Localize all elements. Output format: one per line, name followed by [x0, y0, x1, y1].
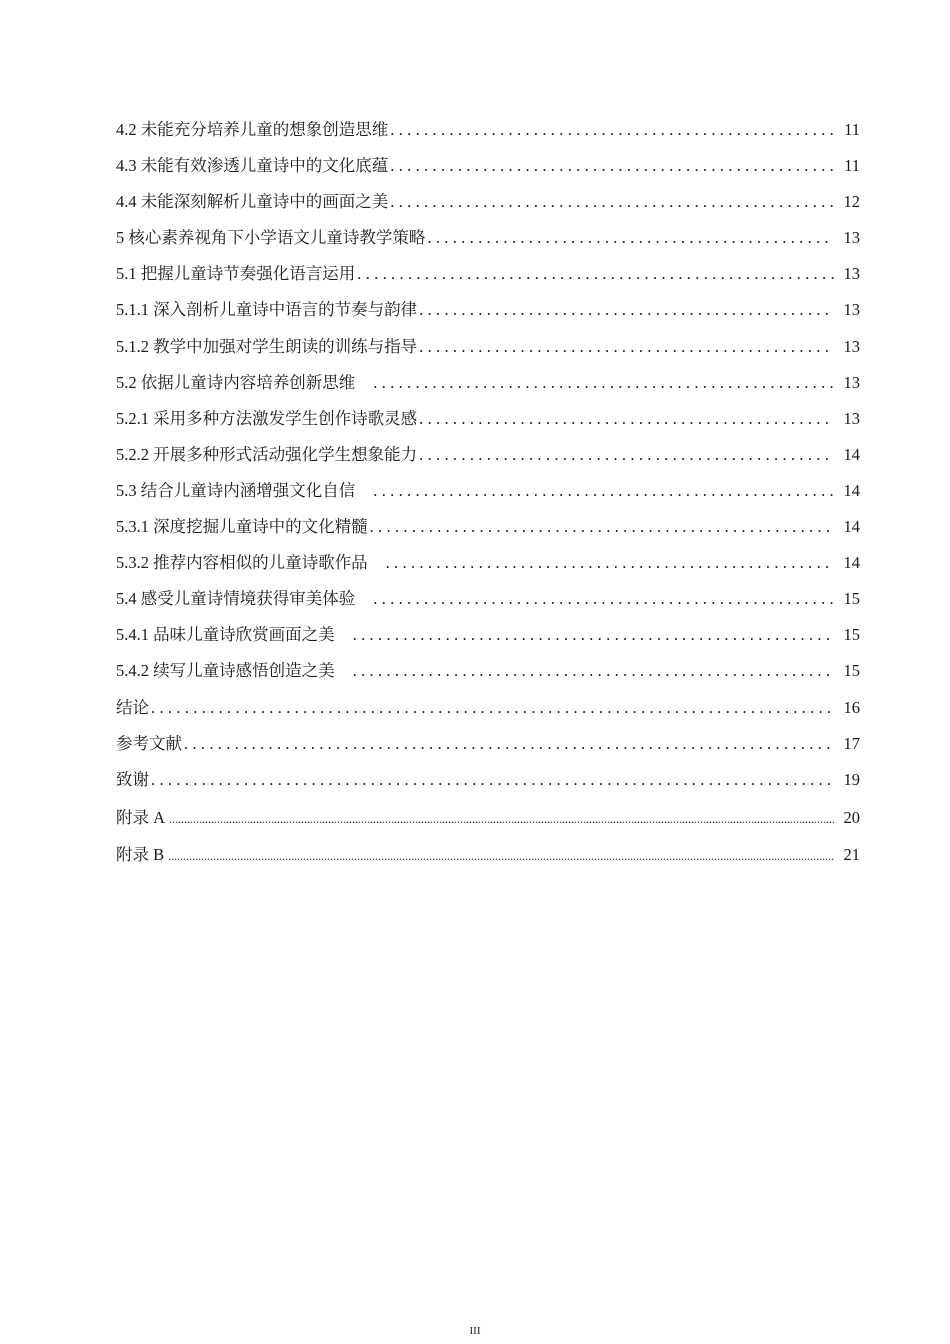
- toc-entry[interactable]: [116, 798, 860, 837]
- toc-entry-title: 4.4 未能深刻解析儿童诗中的画面之美: [116, 192, 389, 212]
- toc-entry-page: 11: [844, 120, 860, 139]
- dot-leader: [184, 726, 834, 762]
- toc-entry-title: 5.4.1 品味儿童诗欣赏画面之美: [116, 625, 335, 645]
- toc-entry-page: 17: [843, 733, 860, 753]
- toc-entry[interactable]: [116, 473, 860, 509]
- dot-leader: [370, 509, 834, 545]
- dot-leader: [373, 581, 834, 617]
- table-of-contents: [116, 112, 860, 873]
- dot-leader: [169, 798, 834, 839]
- dot-leader: [373, 473, 834, 509]
- toc-entry-page: 14: [843, 444, 860, 464]
- toc-entry-title: 5.1.1 深入剖析儿童诗中语言的节奏与韵律: [116, 300, 418, 320]
- dot-leader: [427, 220, 834, 256]
- toc-entry[interactable]: [116, 653, 860, 689]
- toc-entry-page: 19: [843, 769, 860, 789]
- toc-entry-title: 结论: [116, 697, 149, 717]
- dot-leader: [357, 256, 834, 292]
- toc-entry-title: 4.3 未能有效渗透儿童诗中的文化底蕴: [116, 156, 389, 176]
- toc-entry[interactable]: [116, 509, 860, 545]
- toc-entry[interactable]: [116, 148, 860, 184]
- toc-entry-title: 4.2 未能充分培养儿童的想象创造思维: [116, 120, 389, 139]
- toc-entry-page: 13: [843, 264, 860, 284]
- dot-leader: [419, 329, 834, 365]
- toc-entry-title: 附录 A: [116, 807, 166, 827]
- toc-entry[interactable]: [116, 292, 860, 328]
- toc-entry[interactable]: [116, 437, 860, 473]
- toc-entry-title: 5.2.1 采用多种方法激发学生创作诗歌灵感: [116, 408, 418, 428]
- toc-entry[interactable]: [116, 762, 860, 798]
- dot-leader: [168, 837, 834, 874]
- toc-entry-title: 5.3.2 推荐内容相似的儿童诗歌作品: [116, 553, 368, 573]
- toc-entry-page: 13: [843, 408, 860, 428]
- toc-entry[interactable]: [116, 690, 860, 726]
- dot-leader: [373, 365, 834, 401]
- dot-leader: [419, 292, 834, 328]
- dot-leader: [419, 437, 834, 473]
- toc-entry[interactable]: [116, 256, 860, 292]
- toc-entry-title: 5.4.2 续写儿童诗感悟创造之美: [116, 661, 335, 681]
- dot-leader: [390, 112, 834, 148]
- toc-entry-title: 5 核心素养视角下小学语文儿童诗教学策略: [116, 228, 426, 248]
- toc-entry-title: 附录 B: [116, 844, 165, 864]
- toc-entry[interactable]: [116, 617, 860, 653]
- toc-entry[interactable]: [116, 837, 860, 873]
- toc-entry-title: 致谢: [116, 769, 149, 789]
- toc-entry-title: 5.3.1 深度挖掘儿童诗中的文化精髓: [116, 517, 368, 537]
- toc-entry-title: 5.2 依据儿童诗内容培养创新思维: [116, 372, 356, 392]
- toc-entry-page: 14: [843, 480, 860, 500]
- toc-entry[interactable]: [116, 329, 860, 365]
- toc-entry-title: 参考文献: [116, 733, 182, 753]
- dot-leader: [151, 762, 834, 798]
- toc-entry-page: 15: [843, 661, 860, 681]
- toc-entry[interactable]: [116, 401, 860, 437]
- toc-entry-page: 15: [843, 625, 860, 645]
- toc-entry-title: 5.4 感受儿童诗情境获得审美体验: [116, 589, 356, 609]
- toc-entry-page: 14: [843, 553, 860, 573]
- dot-leader: [390, 148, 834, 184]
- toc-entry-page: 12: [843, 192, 860, 212]
- toc-entry[interactable]: [116, 220, 860, 256]
- toc-entry-page: 14: [843, 517, 860, 537]
- toc-entry-page: 13: [843, 372, 860, 392]
- toc-entry[interactable]: [116, 545, 860, 581]
- toc-entry[interactable]: [116, 581, 860, 617]
- toc-entry-title: 5.1 把握儿童诗节奏强化语言运用: [116, 264, 356, 284]
- dot-leader: [386, 545, 834, 581]
- toc-entry-title: 5.1.2 教学中加强对学生朗读的训练与指导: [116, 336, 418, 356]
- toc-entry-page: 16: [843, 697, 860, 717]
- toc-entry[interactable]: [116, 726, 860, 762]
- toc-entry-page: 21: [843, 844, 860, 864]
- toc-entry-title: 5.3 结合儿童诗内涵增强文化自信: [116, 480, 356, 500]
- toc-entry-page: 13: [843, 336, 860, 356]
- toc-entry[interactable]: [116, 112, 860, 148]
- dot-leader: [353, 653, 834, 689]
- toc-entry-page: 15: [843, 589, 860, 609]
- toc-entry-title: 5.2.2 开展多种形式活动强化学生想象能力: [116, 444, 418, 464]
- toc-entry[interactable]: [116, 365, 860, 401]
- toc-entry-page: 13: [843, 300, 860, 320]
- dot-leader: [390, 184, 834, 220]
- dot-leader: [151, 690, 834, 726]
- dot-leader: [419, 401, 834, 437]
- toc-entry-page: 13: [843, 228, 860, 248]
- page-number: III: [469, 1325, 481, 1337]
- toc-entry-page: 20: [843, 807, 860, 827]
- dot-leader: [353, 617, 834, 653]
- toc-entry-page: 11: [844, 156, 860, 176]
- toc-entry[interactable]: [116, 184, 860, 220]
